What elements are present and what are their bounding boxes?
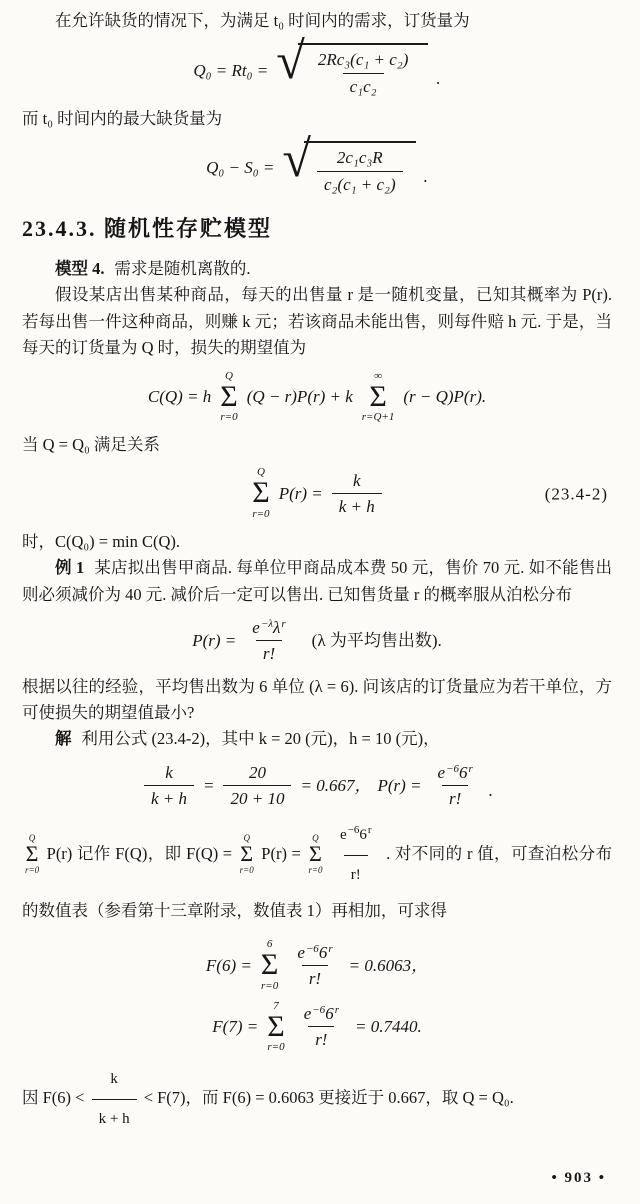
text-run: < F(7)，而 F(6) = 0.6063 更接近于 0.667，取 Q = Q₀.	[143, 1087, 514, 1107]
formula-max-shortage	[22, 131, 612, 195]
equals-sign: =	[203, 775, 215, 795]
paragraph-model4	[22, 256, 612, 282]
summation	[25, 834, 39, 875]
paragraph-fq-definition	[22, 818, 612, 930]
section-heading: 23.4.3. 随机性存贮模型	[22, 215, 273, 241]
formula-rhs: (r − Q)P(r).	[403, 387, 487, 407]
fraction	[144, 762, 194, 810]
summation	[261, 939, 278, 992]
formula-critical-ratio	[22, 762, 612, 810]
denominator: 20 + 10	[223, 785, 291, 809]
formula-optimality-condition	[22, 467, 612, 520]
example-text: 某店拟出售甲商品. 每单位甲商品成本费 50 元，售价 70 元. 如不能售出则必须减价为 40 元. 减价后一定可以售出. 已知售货量 r 的概率服从泊松分布	[22, 558, 613, 604]
poisson-fraction	[431, 762, 480, 810]
sum-upper-limit: ∞	[374, 369, 382, 382]
sum-lower-limit: r=0	[25, 864, 40, 875]
fraction	[317, 147, 403, 195]
exponent: −6	[446, 762, 459, 775]
formula-lhs: P(r) =	[192, 631, 237, 651]
sum-upper-limit: 6	[266, 938, 273, 951]
fraction	[223, 762, 291, 810]
paragraph-conclusion	[22, 1062, 612, 1136]
formula-period: .	[488, 781, 494, 801]
page-number: • 903 •	[551, 1170, 606, 1187]
paragraph-assumptions: 假设某店出售某种商品，每天的出售量 r 是一随机变量，已知其概率为 P(r). 若每出售一件这种商品，则赚 k 元；若该商品未能出售，则每件赔 h 元. 于是，当每天的订货量为 Q 时，损失的期望值为	[22, 285, 612, 358]
paragraph-minimum: 时，C(Q₀) = min C(Q).	[22, 531, 181, 551]
text-run: P(r) 记作 F(Q)，即 F(Q) =	[46, 844, 233, 864]
denominator: r!	[256, 640, 282, 664]
paragraph-condition: 当 Q = Q₀ 满足关系	[22, 435, 160, 455]
solution-label: 解	[55, 729, 72, 749]
exponent: r	[468, 762, 473, 775]
sigma-symbol: Σ	[252, 476, 270, 510]
summation	[252, 467, 269, 520]
formula-lhs: F(6) =	[205, 955, 252, 975]
sigma-symbol: Σ	[267, 1009, 285, 1043]
text-run: P(r) =	[261, 844, 301, 864]
paragraph-solution	[22, 726, 612, 752]
formula-mid: P(r) =	[377, 775, 422, 795]
exponent: −6	[312, 1004, 326, 1017]
summation	[308, 834, 322, 875]
numerator	[297, 1003, 346, 1026]
denominator: r!	[308, 1026, 334, 1050]
radical-sign: √	[282, 131, 311, 189]
sum-lower-limit: r=0	[308, 864, 323, 875]
exponent: −λ	[260, 618, 274, 631]
exponent: r	[367, 824, 372, 837]
formula-note: (λ 为平均售出数).	[311, 631, 442, 651]
formula-lhs: Q₀ − S₀ =	[206, 158, 275, 178]
math-token: 6	[318, 942, 328, 962]
denominator: r!	[302, 965, 328, 989]
solution-text: 利用公式 (23.4-2)，其中 k = 20 (元)，h = 10 (元)，	[81, 729, 440, 749]
math-token: λ	[273, 618, 281, 638]
sigma-symbol: Σ	[260, 948, 279, 982]
sigma-symbol: Σ	[220, 379, 238, 413]
sum-lower-limit: r=0	[252, 507, 270, 520]
text-run: . 对不同的 r 值，可查泊松分布的数值表（参看第十三章附录，数值表 1）再相加，可求得	[22, 844, 613, 921]
example-label: 例 1	[55, 558, 85, 578]
sum-lower-limit: r=0	[267, 1041, 285, 1054]
radicand	[304, 141, 416, 195]
sum-lower-limit: r=0	[220, 411, 238, 424]
formula-result: = 0.667，	[300, 775, 372, 795]
sigma-symbol: Σ	[369, 379, 387, 413]
sigma-symbol: Σ	[309, 840, 322, 866]
radicand	[298, 43, 429, 97]
exponent: r	[328, 942, 333, 955]
square-root	[282, 131, 415, 195]
numerator	[431, 762, 480, 785]
summation	[267, 1001, 284, 1054]
poisson-fraction	[290, 942, 339, 990]
math-token: 6	[458, 762, 468, 782]
sum-upper-limit: Q	[225, 369, 233, 382]
denominator: r!	[442, 785, 468, 809]
paragraph-example1	[22, 555, 612, 608]
math-token: 6	[325, 1004, 334, 1024]
paragraph-max-shortage: 而 t₀ 时间内的最大缺货量为	[22, 108, 223, 128]
fraction	[245, 617, 292, 665]
fraction	[332, 470, 382, 518]
formula-period: .	[423, 166, 428, 186]
numerator: k	[110, 1071, 118, 1088]
denominator: k + h	[92, 1099, 137, 1137]
formula-mid: P(r) =	[278, 484, 323, 504]
paragraph-shortage-intro: 在允许缺货的情况下，为满足 t₀ 时间内的需求，订货量为	[55, 11, 470, 30]
formula-f6	[22, 939, 612, 992]
math-token: 6	[359, 827, 367, 844]
numerator	[245, 617, 292, 640]
model-label: 模型 4.	[55, 258, 105, 278]
summation	[362, 371, 395, 424]
exponent: −6	[347, 824, 360, 837]
numerator: 20	[248, 762, 266, 782]
fraction	[92, 1062, 137, 1136]
numerator	[333, 818, 379, 855]
sum-upper-limit: Q	[28, 832, 36, 843]
math-token: e	[297, 942, 305, 962]
math-token: e	[252, 618, 260, 638]
square-root	[276, 33, 428, 97]
fraction	[311, 49, 416, 97]
formula-result: = 0.6063，	[348, 955, 429, 975]
formula-lhs: F(7) =	[212, 1017, 259, 1037]
denominator: c₁c₂	[343, 73, 384, 97]
formula-order-quantity	[22, 33, 612, 97]
equation-number: (23.4-2)	[544, 484, 608, 504]
numerator: 2Rc₃(c₁ + c₂)	[317, 50, 409, 70]
denominator: k + h	[144, 785, 194, 809]
formula-lhs: C(Q) = h	[147, 387, 212, 407]
numerator: k	[165, 762, 173, 782]
denominator: c₂(c₁ + c₂)	[317, 171, 403, 195]
math-token: e	[340, 827, 347, 844]
exponent: −6	[305, 942, 319, 955]
formula-period: .	[436, 68, 441, 88]
math-token: e	[303, 1004, 312, 1024]
sum-upper-limit: 7	[273, 999, 279, 1012]
poisson-fraction	[297, 1003, 346, 1051]
poisson-fraction	[333, 818, 379, 892]
radical-sign: √	[276, 33, 305, 91]
sum-lower-limit: r=0	[239, 864, 254, 875]
exponent: r	[334, 1004, 339, 1017]
math-token: e	[437, 762, 446, 782]
denominator: k + h	[332, 493, 382, 517]
sigma-symbol: Σ	[240, 840, 254, 866]
formula-lhs: Q₀ = Rt₀ =	[193, 60, 269, 80]
exponent: r	[281, 618, 286, 631]
sum-lower-limit: r=Q+1	[361, 411, 395, 424]
sum-lower-limit: r=0	[260, 979, 279, 992]
sum-upper-limit: Q	[312, 832, 319, 843]
formula-f7	[22, 1001, 612, 1054]
sum-upper-limit: Q	[256, 466, 265, 479]
model-text: 需求是随机离散的.	[114, 258, 251, 278]
sum-upper-limit: Q	[243, 832, 250, 843]
formula-mid: (Q − r)P(r) + k	[246, 387, 353, 407]
numerator: 2c₁c₃R	[336, 148, 383, 168]
summation	[240, 834, 254, 875]
paragraph-question: 根据以往的经验，平均售出数为 6 单位 (λ = 6). 问该店的订货量应为若干单位，方可使损失的期望值最小?	[22, 676, 612, 722]
text-run: 因 F(6) <	[22, 1087, 85, 1107]
sigma-symbol: Σ	[25, 840, 39, 866]
summation	[220, 371, 237, 424]
formula-expected-loss	[22, 371, 612, 424]
denominator: r!	[344, 855, 368, 893]
numerator	[290, 942, 339, 965]
formula-poisson-lambda	[22, 617, 612, 665]
formula-result: = 0.7440.	[354, 1017, 422, 1037]
numerator: k	[352, 470, 361, 490]
